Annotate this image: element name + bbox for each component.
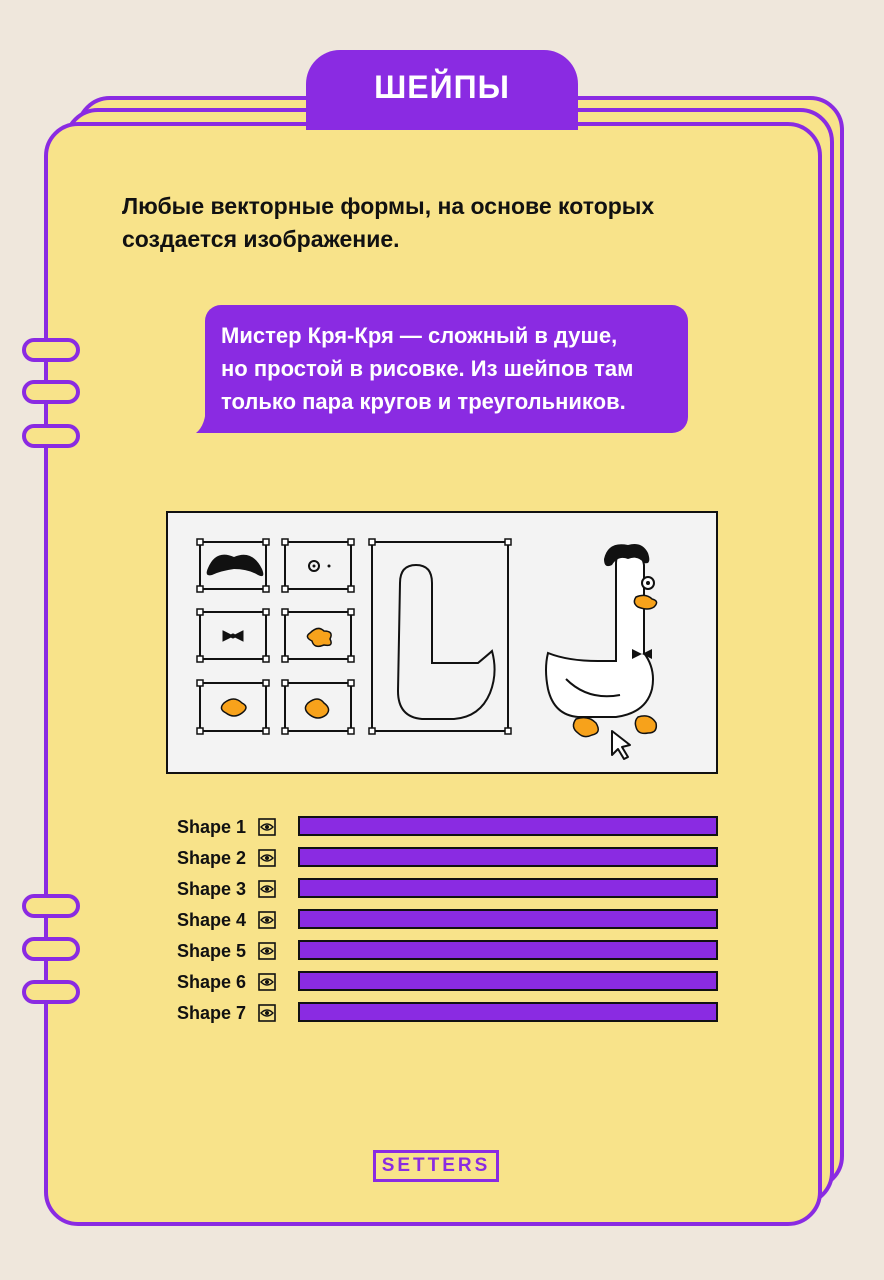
eye-icon[interactable] <box>258 1004 276 1022</box>
layer-bar[interactable] <box>298 1002 718 1022</box>
binder-ring <box>22 937 80 961</box>
binder-ring <box>22 424 80 448</box>
binder-ring <box>22 980 80 1004</box>
layer-bar[interactable] <box>298 971 718 991</box>
eye-icon[interactable] <box>258 849 276 867</box>
shapes-illustration <box>166 511 718 774</box>
bubble-line: Мистер Кря-Кря — сложный в душе, <box>221 323 618 348</box>
layer-row[interactable] <box>150 814 720 845</box>
eye-icon[interactable] <box>258 880 276 898</box>
layer-label: Shape 4 <box>176 910 246 930</box>
layer-label: Shape 5 <box>176 941 246 961</box>
foot-shape <box>307 628 331 646</box>
intro-line: Любые векторные формы, на основе которых <box>122 193 655 219</box>
layer-bar[interactable] <box>298 816 718 836</box>
eye-icon[interactable] <box>258 942 276 960</box>
layer-label: Shape 7 <box>176 1003 246 1023</box>
layer-bar[interactable] <box>298 878 718 898</box>
goose-illustration <box>546 544 657 737</box>
binder-ring <box>22 894 80 918</box>
setters-logo: SETTERS <box>373 1150 499 1182</box>
mustache-shape <box>207 555 264 577</box>
layer-label: Shape 1 <box>176 817 246 837</box>
binder-ring <box>22 380 80 404</box>
bubble-line: только пара кругов и треугольников. <box>221 389 626 414</box>
eye-icon[interactable] <box>258 911 276 929</box>
layer-bar[interactable] <box>298 847 718 867</box>
eye-icon[interactable] <box>258 818 276 836</box>
beak-shape <box>221 699 246 716</box>
intro-line: создается изображение. <box>122 226 400 252</box>
speech-bubble <box>205 305 688 433</box>
layer-label: Shape 3 <box>176 879 246 899</box>
page-title: ШЕЙПЫ <box>306 50 578 130</box>
layer-row[interactable] <box>150 845 720 876</box>
selection-box-body <box>372 542 508 731</box>
layer-row[interactable] <box>150 876 720 907</box>
bubble-line: но простой в рисовке. Из шейпов там <box>221 356 634 381</box>
layer-bar[interactable] <box>298 909 718 929</box>
layer-row[interactable] <box>150 907 720 938</box>
foot-shape-2 <box>305 699 328 718</box>
monocle-dot <box>313 565 316 568</box>
illustration-canvas <box>168 513 716 772</box>
neck-body-shape <box>398 565 495 719</box>
layer-row[interactable] <box>150 1000 720 1031</box>
eye-icon[interactable] <box>258 973 276 991</box>
binder-ring <box>22 338 80 362</box>
layer-label: Shape 2 <box>176 848 246 868</box>
layer-row[interactable] <box>150 969 720 1000</box>
layer-bar[interactable] <box>298 940 718 960</box>
intro-text <box>122 190 742 256</box>
layer-row[interactable] <box>150 938 720 969</box>
cursor-arrow-icon <box>612 731 630 759</box>
layer-label: Shape 6 <box>176 972 246 992</box>
layers-panel <box>150 814 720 1031</box>
